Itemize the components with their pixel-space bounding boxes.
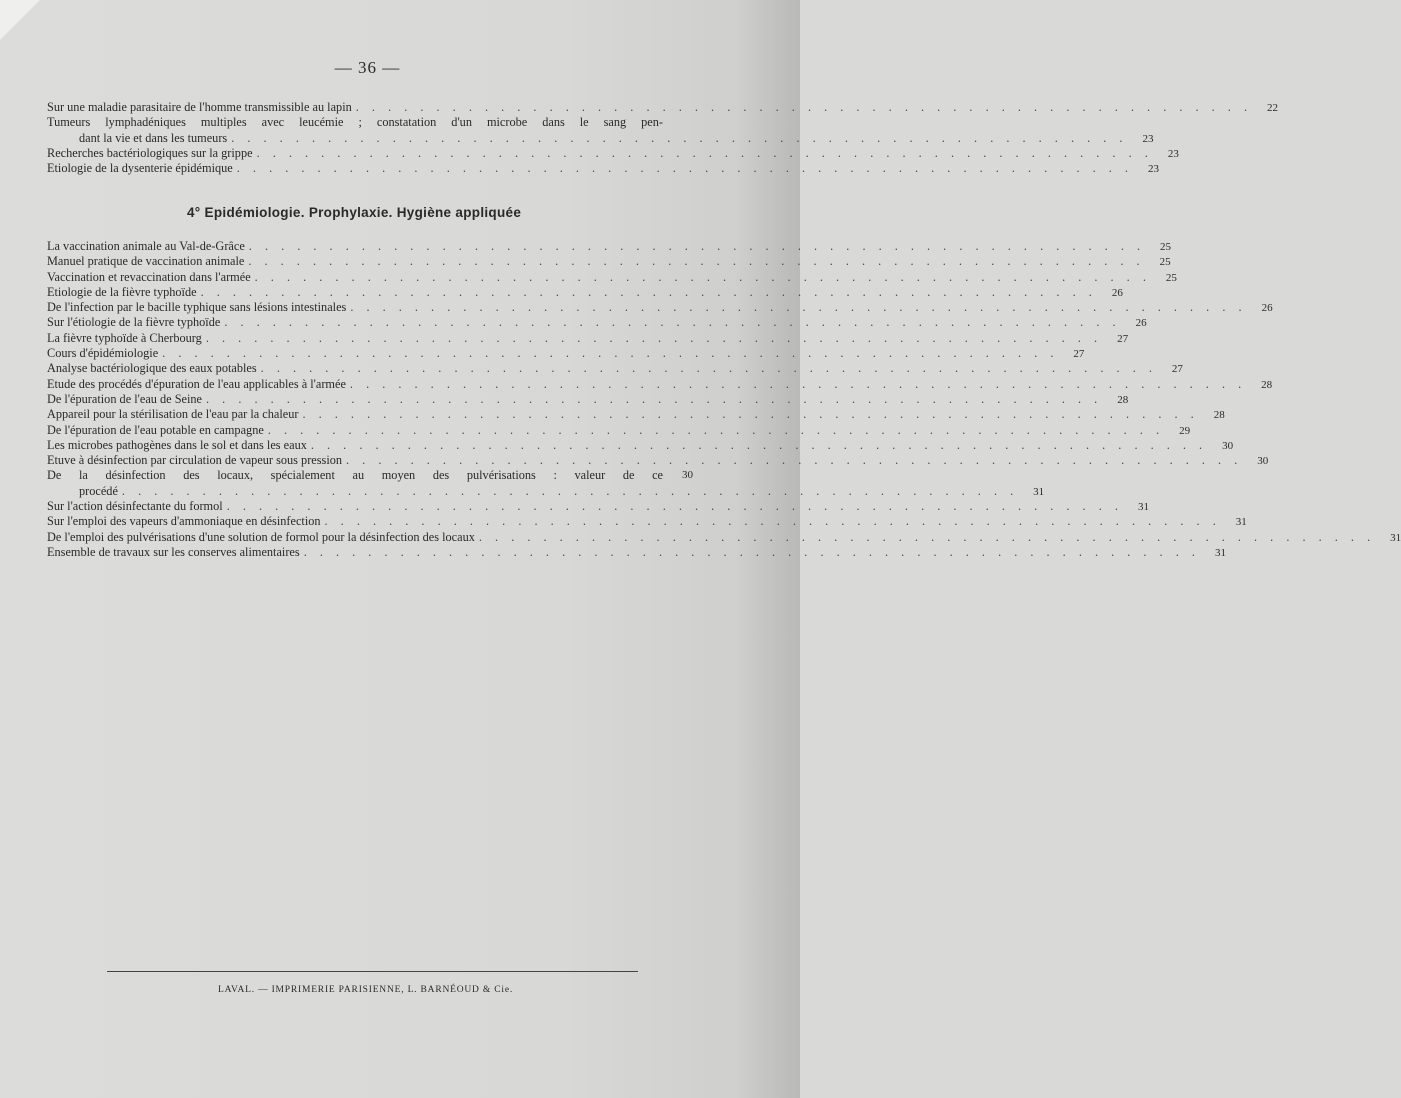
toc-entry	[47, 544, 1226, 560]
toc-entry-title: Analyse bactériologique des eaux potables	[47, 361, 257, 376]
toc-entry	[47, 453, 1269, 468]
toc-section-epidemiology	[47, 239, 1401, 560]
dot-leader: . . . . . . . . . . . . . . . . . . . . . . . . . . . . . . . . . . . . . . . . . . . . . . . . . . . . . . . .	[324, 514, 1221, 529]
toc-entry-page: 23	[1167, 147, 1179, 160]
dot-leader: . . . . . . . . . . . . . . . . . . . . . . . . . . . . . . . . . . . . . . . . . . . . . . . . . . . . . . . .	[226, 499, 1123, 514]
toc-entry-page: 23	[1148, 163, 1160, 176]
dot-leader: . . . . . . . . . . . . . . . . . . . . . . . . . . . . . . . . . . . . . . . . . . . . . . . . . . . . . . . .	[302, 407, 1199, 422]
toc-entry-title: De la désinfection des locaux, spécialement au moyen des pulvérisations : valeur de ce	[47, 468, 663, 483]
toc-entry-page: 31	[1033, 485, 1045, 498]
toc-entry-page: 30	[1222, 439, 1234, 452]
toc-section-bacteriology	[47, 100, 1279, 176]
toc-entry-title: Etuve à désinfection par circulation de vapeur sous pression	[47, 453, 343, 468]
toc-entry-title: Ensemble de travaux sur les conserves alimentaires	[47, 544, 300, 559]
dot-leader: . . . . . . . . . . . . . . . . . . . . . . . . . . . . . . . . . . . . . . . . . . . . . . . . . . . . . . . .	[256, 145, 1153, 160]
toc-entry	[47, 269, 1177, 285]
toc-entry-page: 27	[1117, 332, 1129, 345]
dot-leader: . . . . . . . . . . . . . . . . . . . . . . . . . . . . . . . . . . . . . . . . . . . . . . . . . . . . . . . .	[236, 161, 1134, 176]
toc-entry-title: Vaccination et revaccination dans l'armée	[47, 269, 251, 284]
dot-leader: . . . . . . . . . . . . . . . . . . . . . . . . . . . . . . . . . . . . . . . . . . . . . . . . . . . . . . . .	[346, 453, 1243, 468]
toc-entry-title: Sur l'étiologie de la fièvre typhoïde	[47, 315, 221, 330]
toc-entry-title: Cours d'épidémiologie	[47, 346, 159, 361]
dot-leader: . . . . . . . . . . . . . . . . . . . . . . . . . . . . . . . . . . . . . . . . . . . . . . . . . . . . . . . .	[206, 391, 1103, 406]
dot-leader: . . . . . . . . . . . . . . . . . . . . . . . . . . . . . . . . . . . . . . . . . . . . . . . . . . . . . . . .	[231, 130, 1128, 145]
footer-rule	[107, 971, 638, 972]
toc-entry-page: 31	[1390, 531, 1401, 544]
toc-entry-title: Etiologie de la fièvre typhoïde	[47, 284, 197, 299]
toc-entry-title: Etiologie de la dysenterie épidémique	[47, 161, 233, 176]
toc-entry	[47, 376, 1273, 392]
toc-entry-page: 30	[1257, 455, 1269, 468]
toc-entry	[47, 300, 1273, 315]
toc-entry-title: Manuel pratique de vaccination animale	[47, 254, 245, 269]
toc-entry	[47, 514, 1247, 529]
dot-leader: . . . . . . . . . . . . . . . . . . . . . . . . . . . . . . . . . . . . . . . . . . . . . . . . . . . . . . . .	[248, 239, 1146, 253]
toc-entry	[47, 407, 1225, 422]
toc-entry-title: Etude des procédés d'épuration de l'eau applicables à l'armée	[47, 376, 346, 391]
toc-entry-title: Appareil pour la stérilisation de l'eau par la chaleur	[47, 407, 299, 422]
toc-entry-title: De l'emploi des pulvérisations d'une solution de formol pour la désinfection des locaux	[47, 529, 475, 544]
toc-entry-page: 31	[1235, 516, 1247, 529]
printer-imprint: LAVAL. — IMPRIMERIE PARISIENNE, L. BARNÉOUD & Cie.	[218, 985, 514, 995]
toc-entry	[47, 422, 1191, 438]
dot-leader: . . . . . . . . . . . . . . . . . . . . . . . . . . . . . . . . . . . . . . . . . . . . . . . . . . . . . . . .	[205, 330, 1103, 345]
toc-entry-continuation: dant la vie et dans les tumeurs	[79, 130, 228, 145]
toc-entry-title: La fièvre typhoïde à Cherbourg	[47, 330, 202, 345]
dot-leader: . . . . . . . . . . . . . . . . . . . . . . . . . . . . . . . . . . . . . . . . . . . . . . . . . . . . . . . .	[200, 284, 1097, 299]
toc-entry-page: 28	[1117, 393, 1129, 406]
toc-entry-continuation: procédé	[79, 483, 118, 498]
toc-entry-page: 30	[682, 469, 693, 482]
folded-corner	[0, 0, 40, 40]
toc-entry-title: Recherches bactériologiques sur la grippe	[47, 145, 253, 160]
toc-entry	[47, 361, 1183, 376]
toc-entry	[47, 145, 1179, 161]
toc-entry	[47, 315, 1147, 330]
toc-entry-page: 25	[1160, 241, 1172, 253]
toc-entry	[47, 529, 1401, 545]
toc-entry	[47, 100, 1279, 115]
toc-entry-page: 28	[1213, 409, 1225, 422]
toc-entry-title: Tumeurs lymphadéniques multiples avec leucémie ; constatation d'un microbe dans le sang pen-	[47, 115, 663, 130]
dot-leader: . . . . . . . . . . . . . . . . . . . . . . . . . . . . . . . . . . . . . . . . . . . . . . . . . . . . . . . .	[349, 376, 1247, 391]
toc-entry-page: 25	[1165, 271, 1177, 284]
dot-leader: . . . . . . . . . . . . . . . . . . . . . . . . . . . . . . . . . . . . . . . . . . . . . . . . . . . . . . . .	[478, 529, 1376, 544]
dot-leader: . . . . . . . . . . . . . . . . . . . . . . . . . . . . . . . . . . . . . . . . . . . . . . . . . . . . . . . .	[267, 422, 1165, 437]
toc-entry	[47, 239, 1172, 254]
toc-entry	[47, 330, 1129, 346]
toc-entry-continuation-line	[47, 130, 1154, 147]
toc-entry-page: 27	[1073, 348, 1085, 361]
section-title: 4° Epidémiologie. Prophylaxie. Hygiène appliquée	[187, 205, 522, 220]
toc-entry	[47, 468, 1045, 499]
toc-entry-title: Les microbes pathogènes dans le sol et dans les eaux	[47, 437, 307, 452]
toc-entry-page: 27	[1171, 363, 1183, 376]
dot-leader: . . . . . . . . . . . . . . . . . . . . . . . . . . . . . . . . . . . . . . . . . . . . . . . . . . . . . . . .	[355, 100, 1253, 114]
dot-leader: . . . . . . . . . . . . . . . . . . . . . . . . . . . . . . . . . . . . . . . . . . . . . . . . . . . . . . . .	[303, 544, 1200, 559]
toc-entry-page: 28	[1261, 378, 1273, 391]
toc-entry-page: 22	[1267, 102, 1279, 114]
toc-entry-title: De l'infection par le bacille typhique sans lésions intestinales	[47, 300, 347, 315]
toc-entry-title: La vaccination animale au Val-de-Grâce	[47, 239, 245, 253]
toc-entry-title: Sur l'action désinfectante du formol	[47, 499, 223, 514]
toc-entry	[47, 499, 1149, 514]
dot-leader: . . . . . . . . . . . . . . . . . . . . . . . . . . . . . . . . . . . . . . . . . . . . . . . . . . . . . . . .	[310, 437, 1208, 452]
toc-entry-continuation-line	[47, 483, 1045, 500]
page-number: — 36 —	[334, 58, 401, 77]
toc-entry-page: 29	[1179, 424, 1191, 437]
dot-leader: . . . . . . . . . . . . . . . . . . . . . . . . . . . . . . . . . . . . . . . . . . . . . . . . . . . . . . . .	[350, 300, 1247, 315]
dot-leader: . . . . . . . . . . . . . . . . . . . . . . . . . . . . . . . . . . . . . . . . . . . . . . . . . . . . . . . .	[254, 269, 1151, 284]
dot-leader: . . . . . . . . . . . . . . . . . . . . . . . . . . . . . . . . . . . . . . . . . . . . . . . . . . . . . . . .	[121, 483, 1019, 498]
toc-entry	[47, 161, 1160, 176]
toc-entry-page: 31	[1214, 546, 1226, 559]
toc-entry-title: Sur l'emploi des vapeurs d'ammoniaque en désinfection	[47, 514, 321, 529]
toc-entry	[47, 254, 1171, 269]
toc-entry	[47, 284, 1123, 300]
toc-entry-page: 26	[1135, 317, 1147, 330]
dot-leader: . . . . . . . . . . . . . . . . . . . . . . . . . . . . . . . . . . . . . . . . . . . . . . . . . . . . . . . .	[224, 315, 1121, 330]
toc-entry-page: 26	[1111, 286, 1123, 299]
dot-leader: . . . . . . . . . . . . . . . . . . . . . . . . . . . . . . . . . . . . . . . . . . . . . . . . . . . . . . . .	[248, 254, 1145, 269]
toc-entry-title: De l'épuration de l'eau de Seine	[47, 391, 203, 406]
toc-entry-page: 26	[1261, 302, 1273, 315]
toc-entry	[47, 437, 1234, 453]
toc-entry-title: De l'épuration de l'eau potable en campagne	[47, 422, 264, 437]
toc-entry	[47, 115, 1154, 146]
toc-entry	[47, 346, 1085, 361]
toc-entry-title: Sur une maladie parasitaire de l'homme transmissible au lapin	[47, 100, 352, 114]
toc-entry	[47, 391, 1129, 407]
toc-entry-page: 23	[1142, 132, 1154, 145]
toc-entry-page: 31	[1137, 501, 1149, 514]
toc-entry-page: 25	[1159, 256, 1171, 269]
dot-leader: . . . . . . . . . . . . . . . . . . . . . . . . . . . . . . . . . . . . . . . . . . . . . . . . . . . . . . . .	[162, 346, 1059, 361]
dot-leader: . . . . . . . . . . . . . . . . . . . . . . . . . . . . . . . . . . . . . . . . . . . . . . . . . . . . . . . .	[260, 361, 1157, 376]
